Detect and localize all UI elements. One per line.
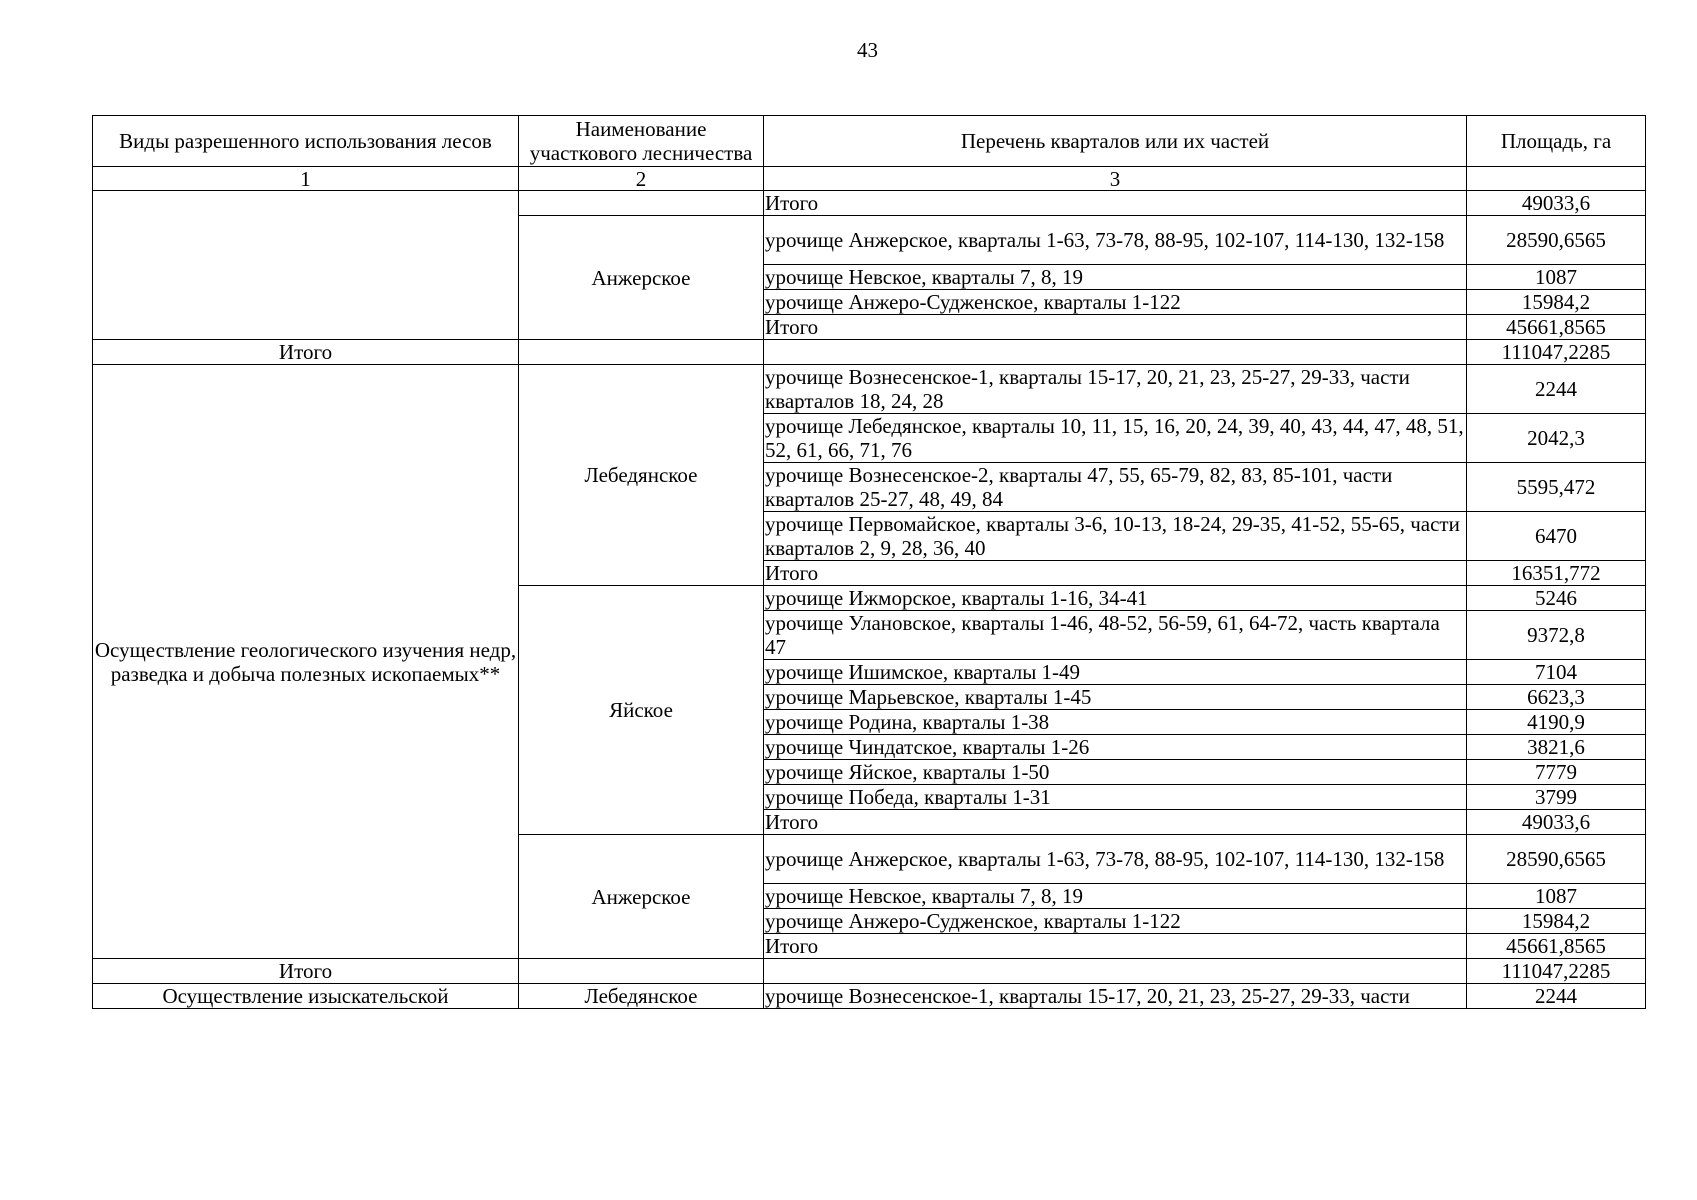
usage-cell: Осуществление изыскательской [93, 984, 519, 1009]
area-cell: 3821,6 [1467, 735, 1646, 760]
quarters-cell: урочище Анжеро-Судженское, кварталы 1-122 [764, 290, 1467, 315]
usage-cell: Осуществление геологического изучения недр, разведка и добыча полезных ископаемых** [93, 365, 519, 959]
header-forestry: Наименование участкового лесничества [519, 116, 764, 167]
forestry-cell: Яйское [519, 586, 764, 835]
area-cell: 45661,8565 [1467, 315, 1646, 340]
quarters-cell: урочище Невское, кварталы 7, 8, 19 [764, 265, 1467, 290]
table-row [93, 191, 1646, 216]
area-cell: 9372,8 [1467, 611, 1646, 660]
area-cell: 45661,8565 [1467, 934, 1646, 959]
area-cell: 28590,6565 [1467, 216, 1646, 265]
column-number-row [93, 167, 1646, 191]
quarters-cell: урочище Ижморское, кварталы 1-16, 34-41 [764, 586, 1467, 611]
area-cell: 7104 [1467, 660, 1646, 685]
forestry-cell: Анжерское [519, 216, 764, 340]
usage-total-cell: Итого [93, 340, 519, 365]
usage-total-cell: Итого [93, 959, 519, 984]
area-cell: 4190,9 [1467, 710, 1646, 735]
quarters-cell: урочище Ишимское, кварталы 1-49 [764, 660, 1467, 685]
forestry-cell-empty [519, 959, 764, 984]
forest-use-table [92, 115, 1646, 1009]
quarters-cell: урочище Чиндатское, кварталы 1-26 [764, 735, 1467, 760]
forestry-cell: Лебедянское [519, 984, 764, 1009]
quarters-cell: Итого [764, 315, 1467, 340]
area-cell: 5246 [1467, 586, 1646, 611]
column-number-2: 2 [519, 167, 764, 191]
area-cell: 6470 [1467, 512, 1646, 561]
quarters-cell: урочище Первомайское, кварталы 3-6, 10-13, 18-24, 29-35, 41-52, 55-65, части кварталов 2, 9, 28, 36, 40 [764, 512, 1467, 561]
area-cell: 1087 [1467, 265, 1646, 290]
quarters-cell: урочище Улановское, кварталы 1-46, 48-52, 56-59, 61, 64-72, часть квартала 47 [764, 611, 1467, 660]
area-cell: 2042,3 [1467, 414, 1646, 463]
area-cell: 6623,3 [1467, 685, 1646, 710]
area-cell: 3799 [1467, 785, 1646, 810]
area-cell: 2244 [1467, 365, 1646, 414]
quarters-cell: урочище Вознесенское-1, кварталы 15-17, 20, 21, 23, 25-27, 29-33, части [764, 984, 1467, 1009]
area-cell: 15984,2 [1467, 290, 1646, 315]
quarters-cell: урочище Анжерское, кварталы 1-63, 73-78, 88-95, 102-107, 114-130, 132-158 [764, 216, 1467, 265]
area-cell: 5595,472 [1467, 463, 1646, 512]
quarters-cell: урочище Анжеро-Судженское, кварталы 1-122 [764, 909, 1467, 934]
quarters-cell: Итого [764, 810, 1467, 835]
quarters-cell: урочище Родина, кварталы 1-38 [764, 710, 1467, 735]
quarters-cell: урочище Лебедянское, кварталы 10, 11, 15, 16, 20, 24, 39, 40, 43, 44, 47, 48, 51, 52, 61, 66, 71, 76 [764, 414, 1467, 463]
area-cell: 49033,6 [1467, 810, 1646, 835]
quarters-cell: Итого [764, 191, 1467, 216]
quarters-cell: урочище Яйское, кварталы 1-50 [764, 760, 1467, 785]
area-cell: 111047,2285 [1467, 959, 1646, 984]
area-cell: 28590,6565 [1467, 835, 1646, 884]
area-cell: 16351,772 [1467, 561, 1646, 586]
quarters-cell: урочище Вознесенское-2, кварталы 47, 55, 65-79, 82, 83, 85-101, части кварталов 25-27, 48, 49, 84 [764, 463, 1467, 512]
table-row-total [93, 959, 1646, 984]
forestry-cell: Анжерское [519, 835, 764, 959]
area-cell: 2244 [1467, 984, 1646, 1009]
column-number-3: 3 [764, 167, 1467, 191]
table-row [93, 984, 1646, 1009]
column-number-4 [1467, 167, 1646, 191]
quarters-cell-empty [764, 959, 1467, 984]
quarters-cell: урочище Марьевское, кварталы 1-45 [764, 685, 1467, 710]
header-usage: Виды разрешенного использования лесов [93, 116, 519, 167]
area-cell: 7779 [1467, 760, 1646, 785]
area-cell: 111047,2285 [1467, 340, 1646, 365]
quarters-cell: урочище Вознесенское-1, кварталы 15-17, 20, 21, 23, 25-27, 29-33, части кварталов 18, 24, 28 [764, 365, 1467, 414]
quarters-cell: урочище Анжерское, кварталы 1-63, 73-78, 88-95, 102-107, 114-130, 132-158 [764, 835, 1467, 884]
header-area: Площадь, га [1467, 116, 1646, 167]
column-number-1: 1 [93, 167, 519, 191]
quarters-cell: Итого [764, 561, 1467, 586]
area-cell: 1087 [1467, 884, 1646, 909]
area-cell: 49033,6 [1467, 191, 1646, 216]
forestry-cell-empty [519, 191, 764, 216]
area-cell: 15984,2 [1467, 909, 1646, 934]
header-quarters: Перечень кварталов или их частей [764, 116, 1467, 167]
quarters-cell-empty [764, 340, 1467, 365]
table-header-row [93, 116, 1646, 167]
table-row-total [93, 340, 1646, 365]
quarters-cell: урочище Победа, кварталы 1-31 [764, 785, 1467, 810]
quarters-cell: урочище Невское, кварталы 7, 8, 19 [764, 884, 1467, 909]
page-number: 43 [857, 38, 878, 62]
usage-cell-empty [93, 191, 519, 340]
quarters-cell: Итого [764, 934, 1467, 959]
forestry-cell-empty [519, 340, 764, 365]
table-row [93, 365, 1646, 414]
forestry-cell: Лебедянское [519, 365, 764, 586]
